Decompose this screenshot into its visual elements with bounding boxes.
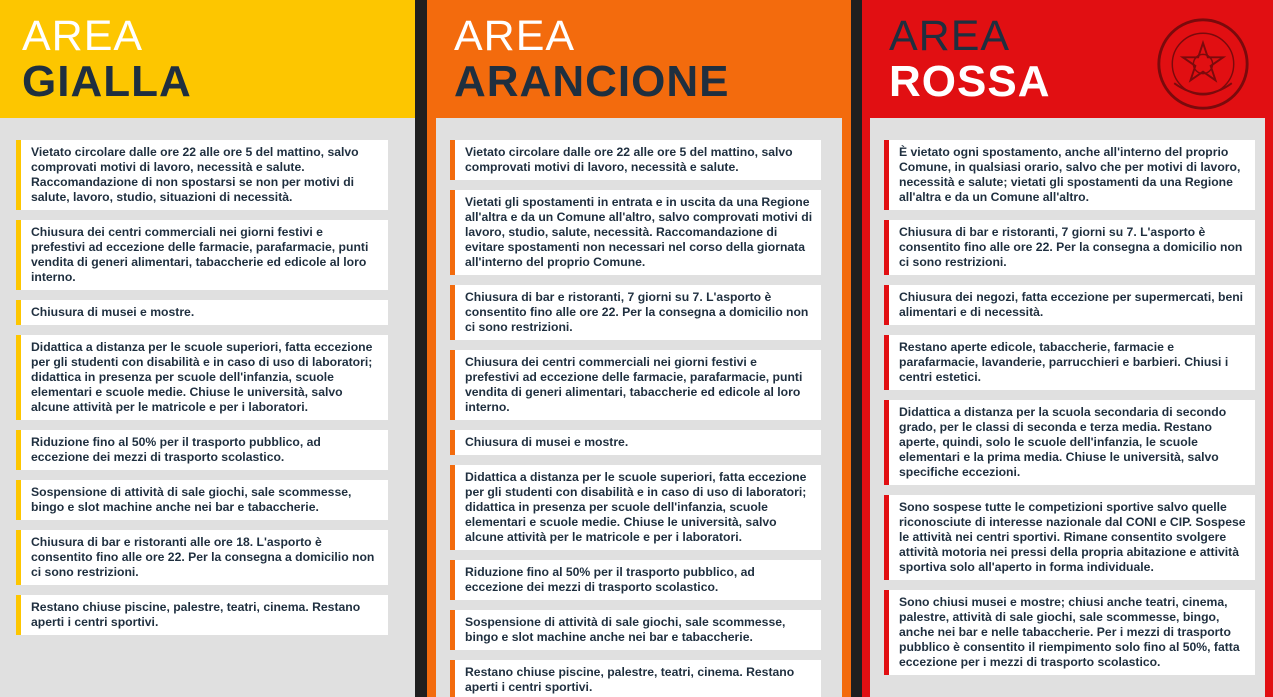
rule-card: Sono sospese tutte le competizioni sportive salvo quelle riconosciute di interesse nazionale dal CONI e CIP. Sospese le attività nei centri sportivi. Rimane consentito svolgere attività motoria nei pressi della propria abitazione e attività sportiva solo all'aperto in forma individuale. — [884, 495, 1255, 580]
area-rossa-list — [870, 118, 1265, 697]
area-name: ROSSA — [889, 57, 1051, 106]
area-name: ARANCIONE — [454, 57, 730, 106]
rule-card: Didattica a distanza per le scuole superiori, fatta eccezione per gli studenti con disabilità e in caso di uso di laboratori; didattica in presenza per scuole dell'infanzia, scuole elementari e scuole medie. Chiuse le università, salvo alcune attività per le matricole e per i laboratori. — [16, 335, 388, 420]
area-rossa-header — [862, 0, 1273, 118]
rule-card: Vietato circolare dalle ore 22 alle ore 5 del mattino, salvo comprovati motivi di lavoro, necessità e salute. — [450, 140, 821, 180]
rule-card: Restano aperte edicole, tabaccherie, farmacie e parafarmacie, lavanderie, parrucchieri e barbieri. Chiusi i centri estetici. — [884, 335, 1255, 390]
area-gialla-list — [0, 118, 415, 697]
rule-card: Chiusura dei centri commerciali nei giorni festivi e prefestivi ad eccezione delle farmacie, parafarmacie, punti vendita di generi alimentari, tabaccherie ed edicole al loro interno. — [450, 350, 821, 420]
government-seal-icon — [1155, 16, 1251, 112]
area-gialla-header — [0, 0, 415, 118]
area-label: AREA — [889, 12, 1011, 60]
rule-card: Chiusura di bar e ristoranti, 7 giorni su 7. L'asporto è consentito fino alle ore 22. Per la consegna a domicilio non ci sono restrizioni. — [450, 285, 821, 340]
rule-card: Restano chiuse piscine, palestre, teatri, cinema. Restano aperti i centri sportivi. — [450, 660, 821, 697]
rule-card: Vietati gli spostamenti in entrata e in uscita da una Regione all'altra e da un Comune all'altro, salvo comprovati motivi di lavoro, studio, salute, necessità. Raccomandazione di evitare spostamenti non necessari nel corso della giornata all'interno del proprio Comune. — [450, 190, 821, 275]
area-arancione-header — [427, 0, 851, 118]
rule-card: Sospensione di attività di sale giochi, sale scommesse, bingo e slot machine anche nei bar e tabaccherie. — [16, 480, 388, 520]
area-arancione-column — [427, 0, 851, 697]
rule-card: Riduzione fino al 50% per il trasporto pubblico, ad eccezione dei mezzi di trasporto scolastico. — [450, 560, 821, 600]
rule-card: Chiusura di bar e ristoranti alle ore 18. L'asporto è consentito fino alle ore 22. Per la consegna a domicilio non ci sono restrizioni. — [16, 530, 388, 585]
area-gialla-column — [0, 0, 415, 697]
area-name: GIALLA — [22, 57, 192, 106]
rule-card: È vietato ogni spostamento, anche all'interno del proprio Comune, in qualsiasi orario, salvo che per motivi di lavoro, necessità e salute; vietati gli spostamenti da una Regione all'altra e da un Comune all'altro. — [884, 140, 1255, 210]
rule-card: Chiusura di musei e mostre. — [16, 300, 388, 325]
area-label: AREA — [22, 12, 144, 60]
rule-card: Riduzione fino al 50% per il trasporto pubblico, ad eccezione dei mezzi di trasporto scolastico. — [16, 430, 388, 470]
area-label: AREA — [454, 12, 576, 60]
rule-card: Sospensione di attività di sale giochi, sale scommesse, bingo e slot machine anche nei bar e tabaccherie. — [450, 610, 821, 650]
rule-card: Chiusura di musei e mostre. — [450, 430, 821, 455]
rule-card: Chiusura di bar e ristoranti, 7 giorni su 7. L'asporto è consentito fino alle ore 22. Per la consegna a domicilio non ci sono restrizioni. — [884, 220, 1255, 275]
rule-card: Vietato circolare dalle ore 22 alle ore 5 del mattino, salvo comprovati motivi di lavoro, necessità e salute. Raccomandazione di non spostarsi se non per motivi di salute, lavoro, studio, situazioni di necessità. — [16, 140, 388, 210]
rule-card: Sono chiusi musei e mostre; chiusi anche teatri, cinema, palestre, attività di sale giochi, sale scommesse, bingo, anche nei bar e nelle tabaccherie. Per i mezzi di trasporto pubblico è consentito il riempimento solo fino al 50%, fatta eccezione per i mezzi di trasporto scolastico. — [884, 590, 1255, 675]
rule-card: Chiusura dei centri commerciali nei giorni festivi e prefestivi ad eccezione delle farmacie, parafarmacie, punti vendita di generi alimentari, tabaccherie ed edicole al loro interno. — [16, 220, 388, 290]
area-rossa-column — [862, 0, 1273, 697]
rule-card: Chiusura dei negozi, fatta eccezione per supermercati, beni alimentari e di necessità. — [884, 285, 1255, 325]
rule-card: Restano chiuse piscine, palestre, teatri, cinema. Restano aperti i centri sportivi. — [16, 595, 388, 635]
rule-card: Didattica a distanza per le scuole superiori, fatta eccezione per gli studenti con disabilità e in caso di uso di laboratori; didattica in presenza per scuole dell'infanzia, scuole elementari e scuole medie. Chiuse le università, salvo alcune attività per le matricole e per i laboratori. — [450, 465, 821, 550]
area-arancione-list — [436, 118, 842, 697]
rule-card: Didattica a distanza per la scuola secondaria di secondo grado, per le classi di seconda e terza media. Restano aperte, quindi, solo le scuole dell'infanzia, le scuole elementari e la prima media. Chiuse le università, salvo specifiche eccezioni. — [884, 400, 1255, 485]
